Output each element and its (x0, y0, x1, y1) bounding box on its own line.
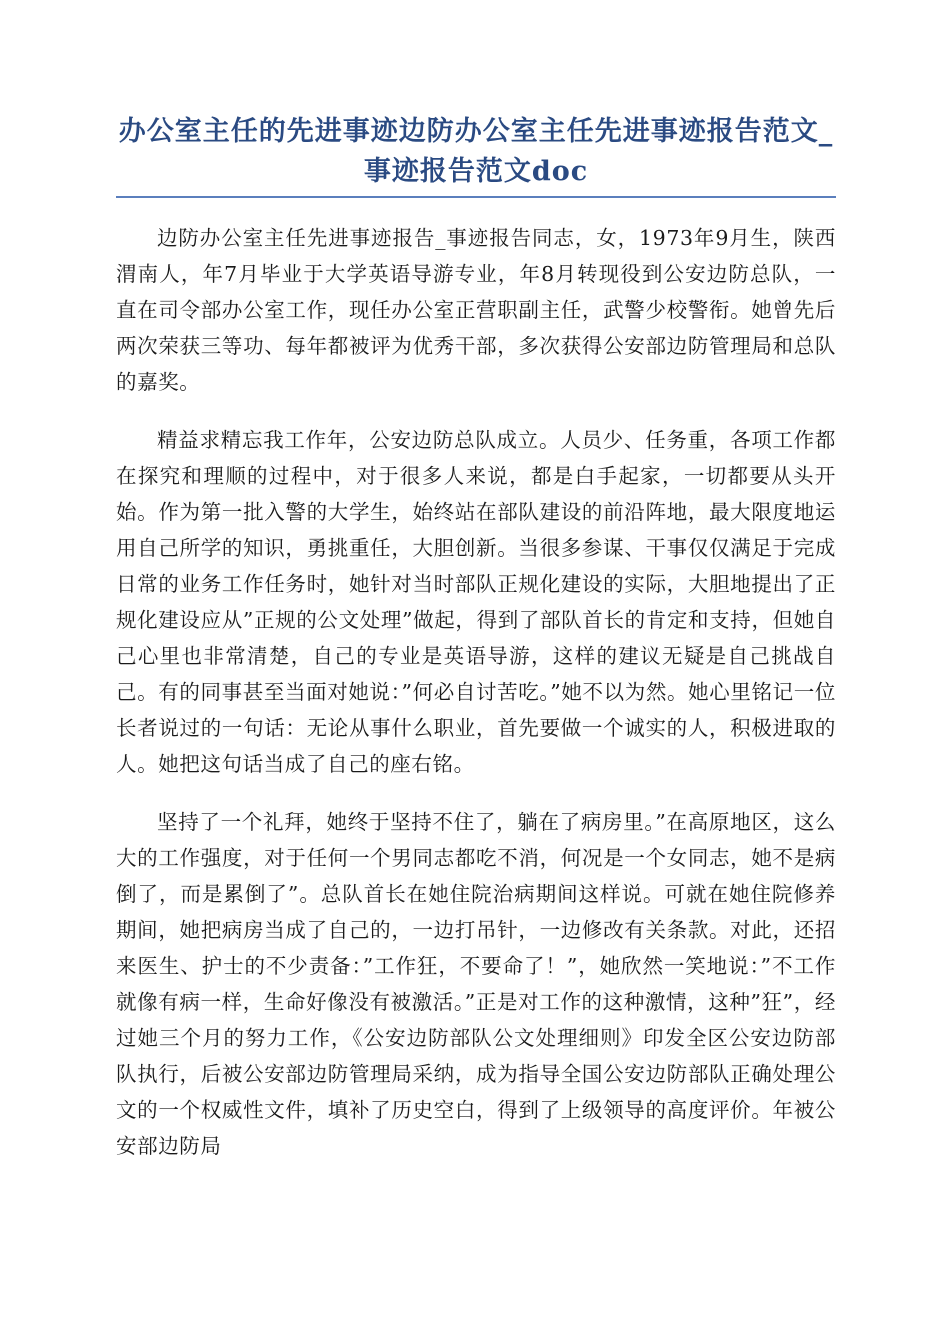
document-title: 办公室主任的先进事迹边防办公室主任先进事迹报告范文_事迹报告范文doc (116, 112, 836, 198)
body-paragraph: 坚持了一个礼拜，她终于坚持不住了，躺在了病房里。”在高原地区，这么大的工作强度，对于任何一个男同志都吃不消，何况是一个女同志，她不是病倒了，而是累倒了”。总队首长在她住院治病期间这样说。可就在她住院修养期间，她把病房当成了自己的，一边打吊针，一边修改有关条款。对此，还招来医生、护士的不少责备：”工作狂，不要命了！”，她欣然一笑地说：”不工作就像有病一样，生命好像没有被激活。”正是对工作的这种激情，这种”狂”，经过她三个月的努力工作，《公安边防部队公文处理细则》印发全区公安边防部队执行，后被公安部边防管理局采纳，成为指导全国公安边防部队正确处理公文的一个权威性文件，填补了历史空白，得到了上级领导的高度评价。年被公安部边防局 (116, 810, 836, 1158)
body-paragraph: 边防办公室主任先进事迹报告_事迹报告同志，女，1973年9月生，陕西渭南人，年7月毕业于大学英语导游专业，年8月转现役到公安边防总队，一直在司令部办公室工作，现任办公室正营职副主任，武警少校警衔。她曾先后两次荣获三等功、每年都被评为优秀干部，多次获得公安部边防管理局和总队的嘉奖。 (116, 226, 836, 394)
body-paragraph: 精益求精忘我工作年，公安边防总队成立。人员少、任务重，各项工作都在探究和理顺的过程中，对于很多人来说，都是白手起家，一切都要从头开始。作为第一批入警的大学生，始终站在部队建设的前沿阵地，最大限度地运用自己所学的知识，勇挑重任，大胆创新。当很多参谋、干事仅仅满足于完成日常的业务工作任务时，她针对当时部队正规化建设的实际，大胆地提出了正规化建设应从”正规的公文处理”做起，得到了部队首长的肯定和支持，但她自己心里也非常清楚，自己的专业是英语导游，这样的建议无疑是自己挑战自己。有的同事甚至当面对她说：”何必自讨苦吃。”她不以为然。她心里铭记一位长者说过的一句话：无论从事什么职业，首先要做一个诚实的人，积极进取的人。她把这句话当成了自己的座右铭。 (116, 428, 836, 776)
document-page (116, 112, 836, 1186)
document-body (116, 220, 836, 1164)
